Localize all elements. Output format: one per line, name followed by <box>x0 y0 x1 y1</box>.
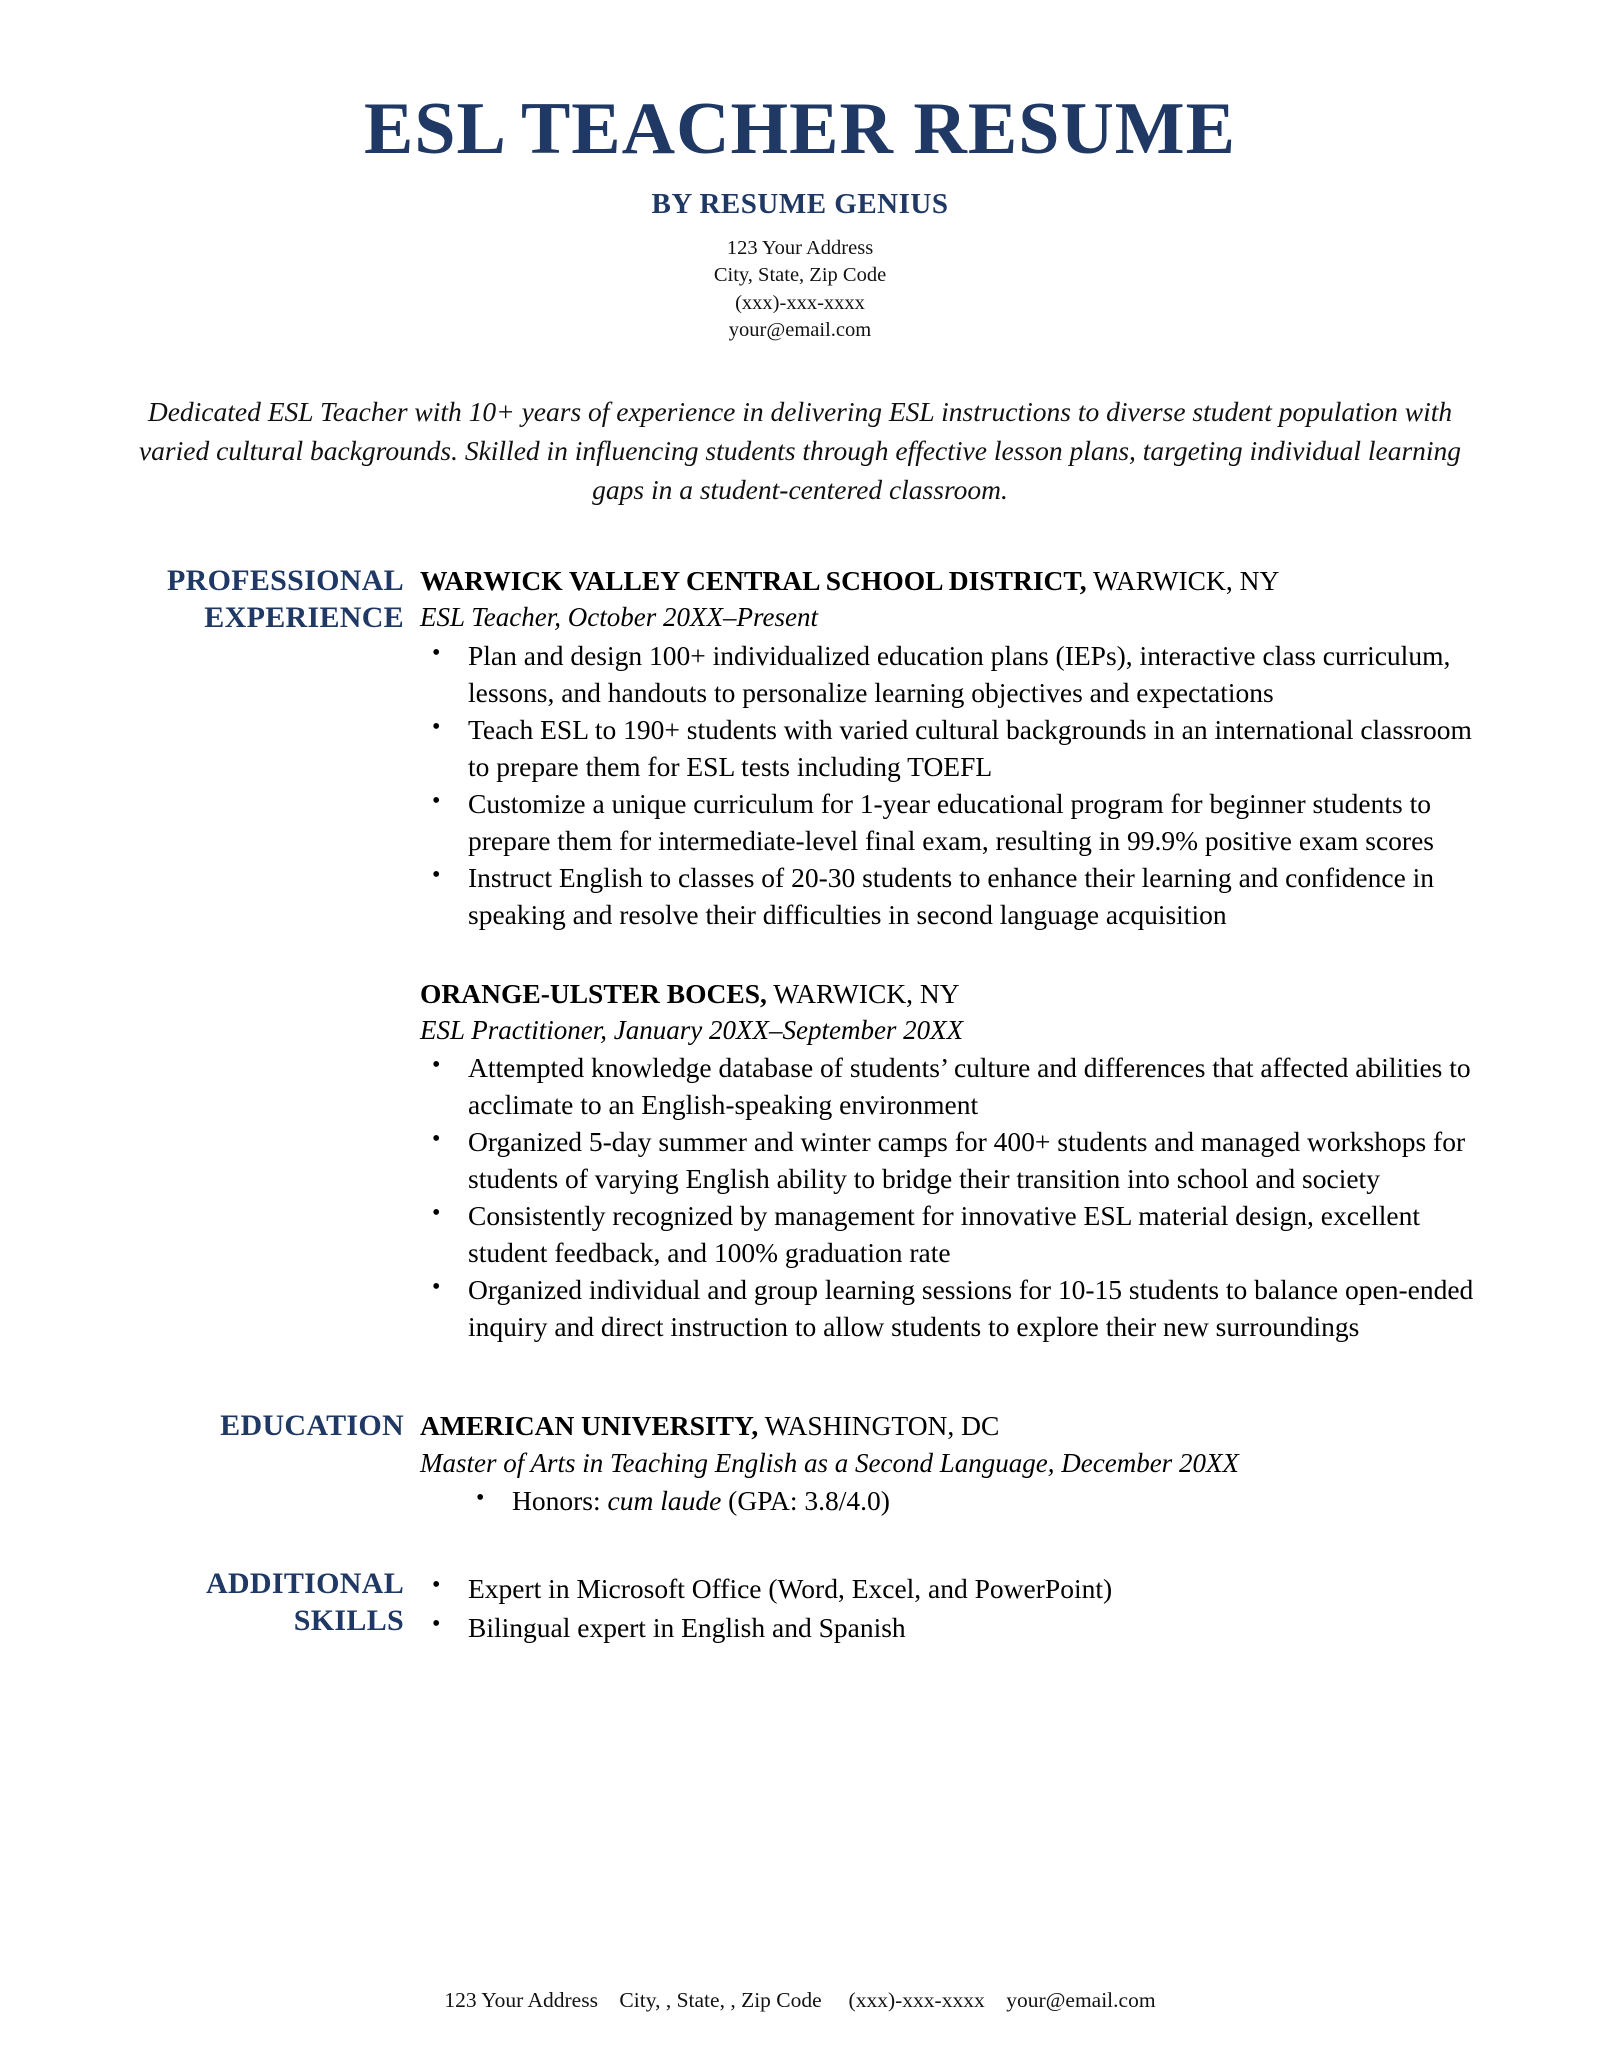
bullet-item: • Bilingual expert in English and Spanish <box>420 1608 1480 1647</box>
school-location: WASHINGTON, DC <box>758 1410 1000 1442</box>
section-professional-experience <box>0 563 1600 1346</box>
section-label-education-line1: EDUCATION <box>220 1409 404 1443</box>
section-label-experience-line1: PROFESSIONAL <box>167 564 404 598</box>
section-label-education <box>0 1408 420 1520</box>
spacer-summary-experience <box>0 509 1600 563</box>
honors-latin-phrase: cum laude <box>607 1485 722 1517</box>
employer-location: WARWICK, NY <box>766 977 960 1009</box>
skills-bullet-list <box>420 1569 1480 1647</box>
section-label-skills-line2: SKILLS <box>293 1603 404 1637</box>
honors-prefix: Honors: <box>512 1485 608 1517</box>
bullet-item: • Customize a unique curriculum for 1-year educational program for beginner students to prepare them for intermediate-level final exam, resulting in 99.9% positive exam scores <box>420 786 1480 860</box>
page-subtitle: BY RESUME GENIUS <box>651 188 949 220</box>
education-bullet-list <box>420 1483 1480 1520</box>
degree-and-date: Master of Arts in Teaching English as a Second Language, December 20XX <box>420 1447 1239 1478</box>
job-title-and-dates: ESL Practitioner, January 20XX–September 20XX <box>420 1014 964 1045</box>
professional-summary: Dedicated ESL Teacher with 10+ years of experience in delivering ESL instructions to diverse student population with varied cultural backgrounds. Skilled in influencing students through effective lesson plans, targeting individual learning gaps in a student-centered classroom. <box>138 396 1462 506</box>
spacer-experience-education <box>0 1346 1600 1408</box>
section-education <box>0 1408 1600 1520</box>
contact-email: your@email.com <box>728 318 872 341</box>
page-title: ESL TEACHER RESUME <box>364 88 1236 170</box>
section-body-skills <box>420 1566 1600 1647</box>
experience-bullet-list <box>420 638 1480 934</box>
bullet-item: • Expert in Microsoft Office (Word, Excel, and PowerPoint) <box>420 1569 1480 1608</box>
employer-name: WARWICK VALLEY CENTRAL SCHOOL DISTRICT, <box>420 565 1087 597</box>
bullet-item: • Instruct English to classes of 20-30 students to enhance their learning and confidence in speaking and resolve their difficulties in second language acquisition <box>420 860 1480 934</box>
bullet-item: • Organized 5-day summer and winter camps for 400+ students and managed workshops for students of varying English ability to bridge their transition into school and society <box>420 1124 1480 1198</box>
section-additional-skills <box>0 1566 1600 1647</box>
section-label-skills-line1: ADDITIONAL <box>205 1567 404 1601</box>
contact-city-state-zip: City, State, Zip Code <box>713 264 887 287</box>
section-body-experience <box>420 563 1600 1346</box>
education-entry-header <box>420 1408 1480 1443</box>
bullet-item-honors <box>420 1483 1480 1520</box>
contact-block <box>0 221 1600 344</box>
honors-gpa: (GPA: 3.8/4.0) <box>721 1485 890 1517</box>
experience-bullet-list <box>420 1050 1480 1346</box>
bullet-item: • Organized individual and group learning sessions for 10-15 students to balance open-ended inquiry and direct instruction to allow students to explore their new surroundings <box>420 1272 1480 1346</box>
section-label-experience <box>0 563 420 1346</box>
contact-address: 123 Your Address <box>726 237 874 259</box>
section-body-education <box>420 1408 1600 1520</box>
contact-phone: (xxx)-xxx-xxxx <box>735 291 865 314</box>
education-entry <box>420 1408 1480 1520</box>
section-label-skills <box>0 1566 420 1647</box>
bullet-item: • Consistently recognized by management for innovative ESL material design, excellent student feedback, and 100% graduation rate <box>420 1198 1480 1272</box>
employer-location: WARWICK, NY <box>1086 565 1280 597</box>
experience-entry-header <box>420 563 1480 598</box>
experience-entry-header <box>420 976 1480 1011</box>
experience-entry <box>420 563 1480 934</box>
section-label-experience-line2: EXPERIENCE <box>204 600 404 634</box>
spacer-education-skills <box>0 1520 1600 1566</box>
bullet-item: • Teach ESL to 190+ students with varied cultural backgrounds in an international classroom to prepare them for ESL tests including TOEFL <box>420 712 1480 786</box>
job-title-and-dates: ESL Teacher, October 20XX–Present <box>420 602 818 633</box>
school-name: AMERICAN UNIVERSITY, <box>420 1410 759 1442</box>
bullet-item: • Plan and design 100+ individualized education plans (IEPs), interactive class curriculum, lessons, and handouts to personalize learning objectives and expectations <box>420 638 1480 712</box>
page-footer: 123 Your Address City, , State, , Zip Code (xxx)-xxx-xxxx your@email.com <box>444 1988 1156 2012</box>
employer-name: ORANGE-ULSTER BOCES, <box>420 977 767 1009</box>
bullet-item: • Attempted knowledge database of students’ culture and differences that affected abilities to acclimate to an English-speaking environment <box>420 1050 1480 1124</box>
experience-entry <box>420 976 1480 1347</box>
